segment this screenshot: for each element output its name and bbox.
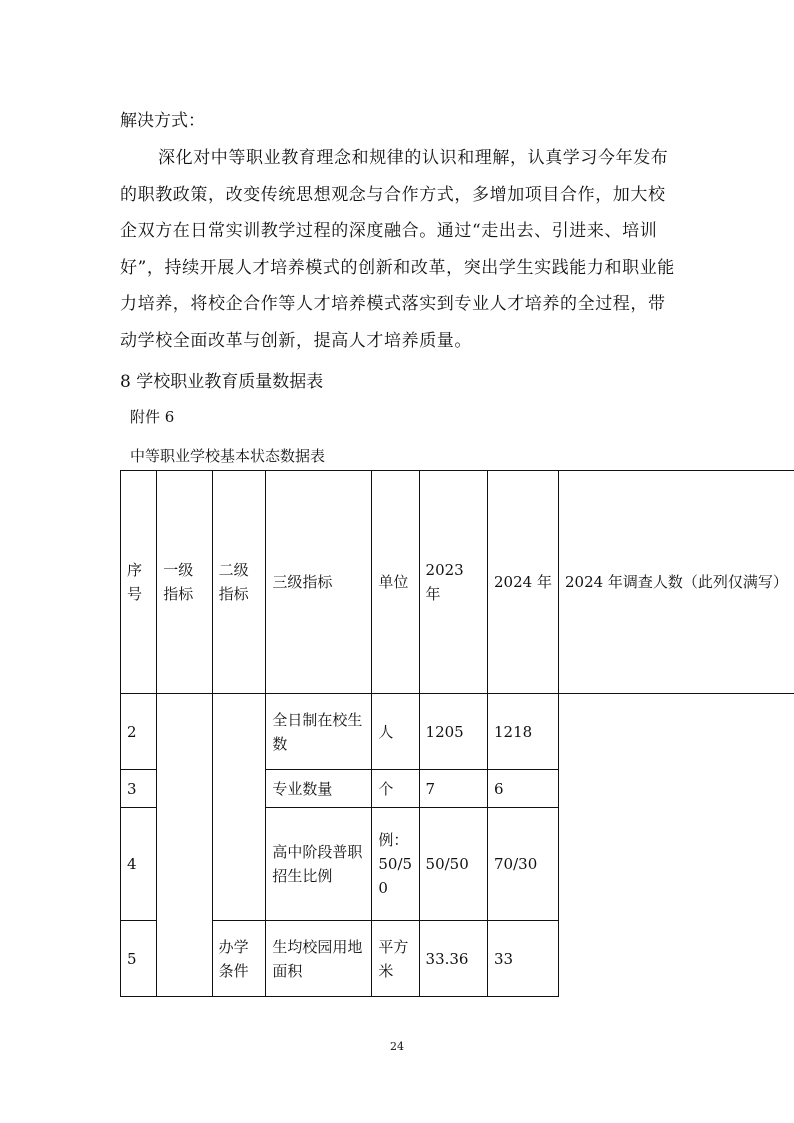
cell-level1 [157, 694, 212, 997]
status-data-table [120, 470, 794, 997]
table-caption: 中等职业学校基本状态数据表 [130, 447, 326, 465]
cell-2023: 33.36 [419, 921, 487, 997]
table-row [121, 694, 794, 770]
cell-level3: 专业数量 [266, 770, 372, 808]
header-2023: 2023 年 [419, 471, 487, 694]
cell-level3: 生均校园用地面积 [266, 921, 372, 997]
cell-2024: 70/30 [488, 808, 559, 921]
header-unit: 单位 [372, 471, 419, 694]
cell-2024: 33 [488, 921, 559, 997]
cell-unit: 例：50/50 [372, 808, 419, 921]
attachment-label: 附件 6 [130, 408, 175, 426]
cell-level2: 办学条件 [212, 921, 266, 997]
cell-seq: 5 [121, 921, 157, 997]
cell-seq: 2 [121, 694, 157, 770]
cell-2024: 6 [488, 770, 559, 808]
cell-unit: 个 [372, 770, 419, 808]
cell-survey-empty [558, 694, 794, 997]
solution-heading: 解决方式： [120, 111, 205, 131]
solution-paragraph: 深化对中等职业教育理念和规律的认识和理解，认真学习今年发布的职教政策，改变传统思想观念与合作方式，多增加项目合作，加大校企双方在日常实训教学过程的深度融合。通过“走出去、引进来、培训好”，持续开展人才培养模式的创新和改革，突出学生实践能力和职业能力培养，将校企合作等人才培养模式落实到专业人才培养的全过程，带动学校全面改革与创新，提高人才培养质量。 [120, 148, 675, 351]
section-title: 8 学校职业教育质量数据表 [120, 372, 324, 392]
table-header-row [121, 471, 794, 694]
cell-2023: 1205 [419, 694, 487, 770]
cell-level3: 高中阶段普职招生比例 [266, 808, 372, 921]
cell-2023: 7 [419, 770, 487, 808]
header-seq: 序号 [121, 471, 157, 694]
header-2024: 2024 年 [488, 471, 559, 694]
header-survey: 2024 年调查人数（此列仅满写） [558, 471, 794, 694]
header-level3: 三级指标 [266, 471, 372, 694]
cell-unit: 平方米 [372, 921, 419, 997]
header-level1: 一级指标 [157, 471, 212, 694]
cell-seq: 3 [121, 770, 157, 808]
header-level2: 二级指标 [212, 471, 266, 694]
cell-level2 [212, 694, 266, 921]
cell-level3: 全日制在校生数 [266, 694, 372, 770]
cell-seq: 4 [121, 808, 157, 921]
cell-unit: 人 [372, 694, 419, 770]
page-number: 24 [390, 1040, 404, 1053]
cell-2024: 1218 [488, 694, 559, 770]
cell-2023: 50/50 [419, 808, 487, 921]
